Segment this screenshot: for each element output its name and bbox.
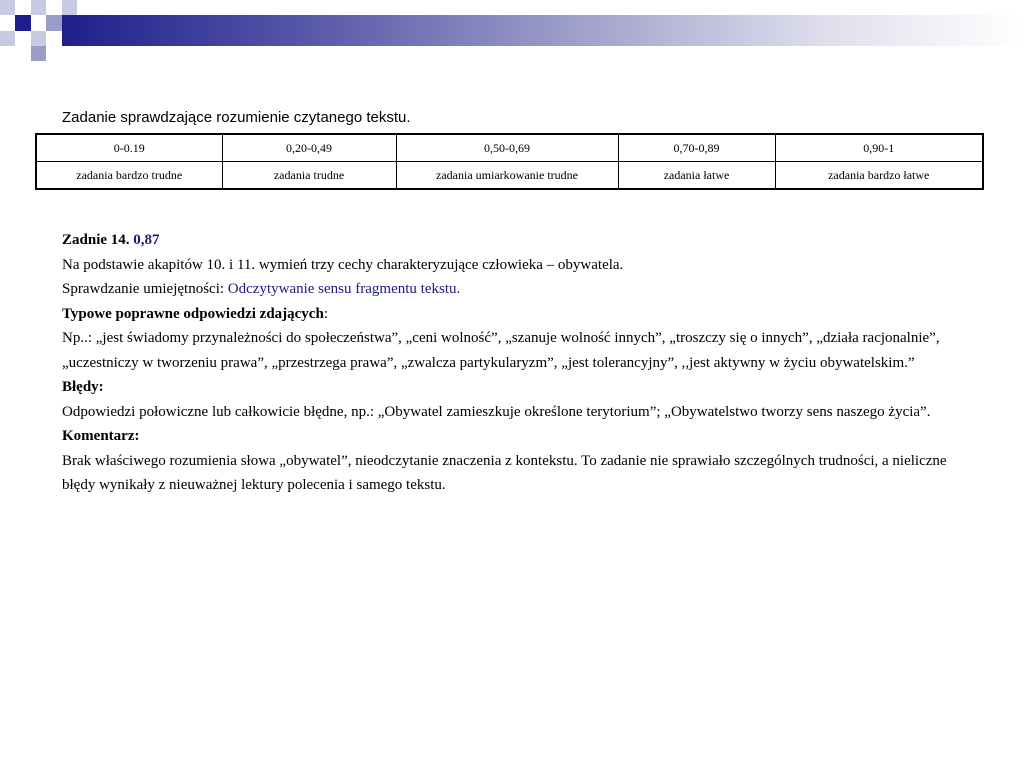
table-cell: 0,50-0,69 [396,134,618,162]
answers-heading-line [62,302,962,327]
deco-square-light [62,0,77,15]
task-heading-line [62,228,962,253]
table-cell: 0,90-1 [775,134,983,162]
table-row-labels [36,162,983,190]
table-cell: 0,70-0,89 [618,134,775,162]
answers-heading: Typowe poprawne odpowiedzi zdających [62,305,324,322]
table-cell: zadania trudne [222,162,396,190]
deco-square-mid [46,15,62,31]
task-content [62,228,962,498]
deco-square-light [0,31,15,46]
task-score: 0,87 [133,232,160,248]
comment-text: Brak właściwego rozumienia słowa „obywatel”, nieodczytanie znaczenia z kontekstu. To zadanie nie sprawiało szczególnych trudności, a nieliczne błędy wynikały z nieuważnej lektury polecenia i samego tekstu. [62,452,947,493]
answers-text: Np..: „jest świadomy przynależności do społeczeństwa”, „ceni wolność”, „szanuje wolność innych”, „troszczy się o innych”, „działa racjonalnie”, „uczestniczy w tworzeniu prawa”, „przestrzega prawa”, „zwalcza partykularyzm”, „jest tolerancyjny”, ,,jest aktywny w życiu obywatelskim.” [62,330,940,371]
answers-colon: : [323,305,328,322]
errors-text: Odpowiedzi połowiczne lub całkowicie błędne, np.: „Obywatel zamieszkuje określone terytorium”; „Obywatelstwo tworzy sens naszego życia”. [62,403,931,420]
deco-square-light [31,0,46,15]
skill-value: Odczytywanie sensu fragmentu tekstu. [227,281,461,297]
slide-title: Zadanie sprawdzające rozumienie czytanego tekstu. [62,109,411,126]
table-cell: zadania bardzo trudne [36,162,222,190]
deco-square-light [0,0,15,15]
table-cell: zadania łatwe [618,162,775,190]
comment-heading: Komentarz: [62,428,140,444]
task-instruction: Na podstawie akapitów 10. i 11. wymień trzy cechy charakteryzujące człowieka – obywatela. [62,256,624,273]
table-cell: zadania umiarkowanie trudne [396,162,618,190]
deco-square-light [31,31,46,46]
skill-label: Sprawdzanie umiejętności: [62,281,228,297]
skill-line [62,277,962,302]
header-gradient-bar [62,15,1024,46]
table-cell: 0,20-0,49 [222,134,396,162]
table-row-ranges [36,134,983,162]
table-cell: 0-0.19 [36,134,222,162]
errors-heading: Błędy: [62,379,104,395]
table-cell: zadania bardzo łatwe [775,162,983,190]
difficulty-table [35,133,984,190]
deco-square-dark [15,15,31,31]
header-decoration [0,0,1024,64]
deco-square-mid [31,46,46,61]
task-heading: Zadnie 14. [62,232,130,248]
